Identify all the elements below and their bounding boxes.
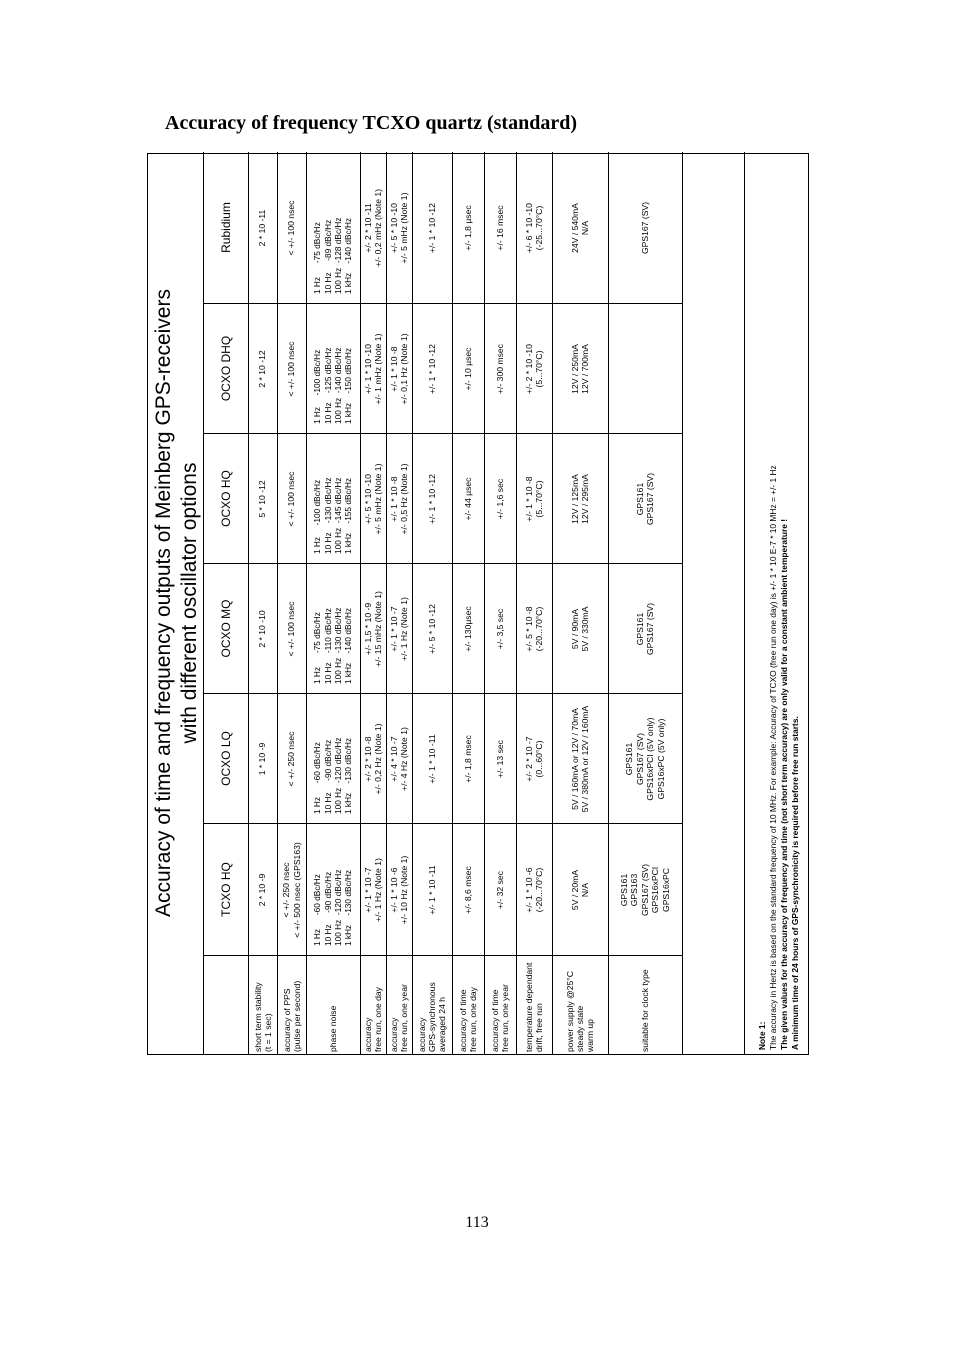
- table-cell: +/- 1 * 10 -7 +/- 1 Hz (Note 1): [362, 858, 383, 922]
- table-cell: 5V / 160mA or 12V / 70mA 5V / 380mA or 12V / 160mA: [569, 705, 590, 813]
- table-cell: +/- 1 * 10 -8 +/- 0,1 Hz (Note 1): [388, 333, 409, 405]
- table-cell: GPS161 GPS163 GPS167 (SV) GPS16xPCI GPS16xPC: [618, 863, 671, 917]
- table-cell: +/- 1 * 10 -12: [426, 344, 437, 394]
- table-cell: +/- 1 * 10 -8 (5...70°C): [523, 476, 544, 522]
- table-cell: +/- 3,5 sec: [494, 608, 505, 650]
- table-cell: 1 * 10 -9: [257, 742, 268, 776]
- table-cell: 5 * 10 -12: [257, 480, 268, 518]
- table-title: [148, 152, 204, 1054]
- row-divider: [552, 152, 553, 1054]
- note-divider: [744, 152, 745, 1054]
- table-cell: +/- 16 msec: [494, 205, 505, 251]
- note-line-3: A minimum time of 24 hours of GPS-synchronicity is required before free run starts.: [790, 716, 800, 1050]
- note-title: Note 1:: [757, 1021, 767, 1050]
- row-divider: [484, 152, 485, 1054]
- table-cell: +/- 5 * 10 -10 +/- 5 mHz (Note 1): [362, 463, 383, 535]
- table-cell: 1 Hz -60 dBc/Hz 10 Hz -90 dBc/Hz 100 Hz -120 dBc/Hz 1 kHz -130 dBc/Hz: [312, 869, 354, 946]
- table-cell: 2 * 10 -10: [257, 610, 268, 648]
- table-cell: +/- 1 * 10 -6 +/- 10 Hz (Note 1): [388, 855, 409, 925]
- row-label: short term stability (t = 1 sec): [252, 982, 273, 1052]
- table-cell: 1 Hz -100 dBc/Hz 10 Hz -130 dBc/Hz 100 Hz -145 dBc/Hz 1 kHz -155 dBc/Hz: [312, 477, 354, 554]
- table-title-line-1: Accuracy of time and frequency outputs of Meinberg GPS-receivers: [152, 289, 175, 917]
- row-label: suitable for clock type: [640, 969, 650, 1052]
- row-divider: [412, 152, 413, 1054]
- note-line-2: The given values for the accuracy of frequency and time (not short term accuracy) are only valid for a constant ambient temperature !: [779, 518, 789, 1050]
- table-cell: < +/- 250 nsec < +/- 500 nsec (GPS163): [281, 842, 302, 938]
- row-label: power supply @25°C steady state warm up: [565, 971, 595, 1052]
- table-cell: +/- 5 * 10 -10 +/- 5 mHz (Note 1): [388, 192, 409, 264]
- row-divider: [516, 152, 517, 1054]
- table-cell: GPS167 (SV): [639, 201, 650, 255]
- row-divider: [360, 152, 361, 1054]
- table-cell: 24V / 540mA N/A: [569, 203, 590, 253]
- column-divider: [204, 693, 682, 694]
- row-divider: [682, 152, 683, 1054]
- table-cell: < +/- 250 nsec: [286, 731, 297, 787]
- table-cell: GPS161 GPS167 (SV) GPS16xPCI (5V only) GPS16xPC (5V only): [624, 717, 666, 801]
- table-cell: 1 Hz -75 dBc/Hz 10 Hz -110 dBc/Hz 100 Hz -130 dBc/Hz 1 kHz -140 dBc/Hz: [312, 607, 354, 684]
- table-cell: +/- 1 * 10 -7 +/- 1 Hz (Note 1): [388, 597, 409, 661]
- table-cell: +/- 130µsec: [462, 606, 473, 652]
- column-divider: [204, 563, 682, 564]
- column-divider: [204, 433, 682, 434]
- row-label: accuracy of time free run, one day: [458, 987, 478, 1052]
- table-cell: +/- 300 msec: [494, 344, 505, 394]
- table-cell: +/- 2 * 10 -10 (5...70°C): [523, 344, 544, 394]
- table-cell: +/- 1 * 10 -11: [426, 865, 437, 915]
- row-label: accuracy of time free run, one year: [490, 984, 510, 1052]
- page-number: 113: [465, 1214, 489, 1231]
- table-cell: 12V / 125mA 12V / 295mA: [569, 474, 590, 524]
- column-header-tcxo-hq: TCXO HQ: [204, 824, 248, 956]
- table-title-line-2: with different oscillator options: [178, 462, 201, 744]
- row-label: temperature dependant drift, free run: [524, 962, 544, 1052]
- row-divider: [306, 152, 307, 1054]
- table-cell: 2 * 10 -11: [257, 209, 268, 247]
- row-label: accuracy of PPS (pulse per second): [281, 980, 302, 1052]
- table-cell: +/- 4 * 10 -7 +/- 4 Hz (Note 1): [388, 727, 409, 791]
- table-cell: +/- 1 * 10 -12: [426, 203, 437, 253]
- row-label: accuracy GPS-synchronous averaged 24 h: [417, 982, 447, 1052]
- table-cell: +/- 13 sec: [494, 740, 505, 778]
- table-cell: 1 Hz -60 dBc/Hz 10 Hz -90 dBc/Hz 100 Hz -120 dBc/Hz 1 kHz -130 dBc/Hz: [312, 737, 354, 814]
- table-cell: < +/- 100 nsec: [286, 471, 297, 527]
- table-cell: +/- 1,6 sec: [494, 478, 505, 520]
- table-cell: +/- 1 * 10 -11: [426, 734, 437, 784]
- table-cell: +/- 6 * 10 -10 (-25...70°C): [523, 203, 544, 253]
- table-cell: < +/- 100 nsec: [286, 601, 297, 657]
- table-cell: +/- 1 * 10 -10 +/- 1 mHz (Note 1): [362, 333, 383, 405]
- table-cell: +/- 10 µsec: [462, 347, 473, 391]
- note-line-1: The accuracy in Hertz is based on the standard frequency of 10 MHz. For example: Accuracy of TCXO (free run one day) is +/- 1 * 10 E-7 * 10 MHz = +/- 1 Hz: [768, 465, 778, 1050]
- row-divider: [386, 152, 387, 1054]
- column-header-row: [204, 152, 249, 1054]
- table-cell: +/- 32 sec: [494, 871, 505, 909]
- table-cell: 5V / 90mA 5V / 330mA: [569, 606, 590, 652]
- table-cell: 2 * 10 -9: [257, 873, 268, 907]
- column-header-ocxo-mq: OCXO MQ: [204, 564, 248, 694]
- row-label: accuracy free run, one day: [363, 987, 383, 1052]
- column-divider: [204, 823, 682, 824]
- table-cell: 2 * 10 -12: [257, 350, 268, 388]
- table-cell: < +/- 100 nsec: [286, 341, 297, 397]
- oscillator-accuracy-table: [147, 153, 809, 1055]
- table-cell: +/- 1,8 msec: [462, 735, 473, 783]
- column-header-ocxo-hq: OCXO HQ: [204, 434, 248, 564]
- table-cell: +/- 1,5 * 10 -9 +/- 15 mHz (Note 1): [362, 591, 383, 667]
- row-divider: [452, 152, 453, 1054]
- table-cell: 12V / 250mA 12V / 700mA: [569, 344, 590, 394]
- row-divider: [608, 152, 609, 1054]
- row-divider: [277, 152, 278, 1054]
- table-cell: +/- 2 * 10 -8 +/- 0,2 Hz (Note 1): [362, 723, 383, 795]
- table-cell: +/- 8,6 msec: [462, 866, 473, 914]
- table-cell: 1 Hz -75 dBc/Hz 10 Hz -89 dBc/Hz 100 Hz -128 dBc/Hz 1 kHz -140 dBc/Hz: [312, 217, 354, 294]
- page-heading: Accuracy of frequency TCXO quartz (standard): [165, 112, 578, 134]
- table-cell: GPS161 GPS167 (SV): [634, 472, 655, 526]
- row-divider: [248, 152, 249, 1054]
- column-divider: [204, 303, 682, 304]
- table-cell: +/- 5 * 10 -8 (-20...70°C): [523, 606, 544, 652]
- row-label: accuracy free run, one year: [389, 984, 409, 1052]
- table-cell: +/- 5 * 10 -12: [426, 604, 437, 654]
- table-cell: +/- 1 * 10 -12: [426, 474, 437, 524]
- table-cell: +/- 1,8 µsec: [462, 205, 473, 251]
- column-header-ocxo-dhq: OCXO DHQ: [204, 304, 248, 434]
- table-cell: GPS161 GPS167 (SV): [634, 602, 655, 656]
- table-cell: 1 Hz -100 dBc/Hz 10 Hz -125 dBc/Hz 100 Hz -140 dBc/Hz 1 kHz -150 dBc/Hz: [312, 347, 354, 424]
- table-cell: +/- 1 * 10 -8 +/- 0,5 Hz (Note 1): [388, 463, 409, 535]
- column-divider: [204, 955, 682, 956]
- table-cell: +/- 2 * 10 -7 (0...60°C): [523, 736, 544, 782]
- table-cell: +/- 1 * 10 -6 (-20...70°C): [523, 867, 544, 913]
- table-cell: +/- 44 µsec: [462, 477, 473, 521]
- table-cell: +/- 2 * 10 -11 +/- 0,2 mHz (Note 1): [362, 188, 383, 268]
- column-header-ocxo-lq: OCXO LQ: [204, 694, 248, 824]
- table-cell: < +/- 100 nsec: [286, 200, 297, 256]
- column-header-rubidium: Rubidium: [204, 152, 248, 304]
- row-label: phase noise: [328, 1005, 338, 1052]
- table-cell: 5V / 20mA N/A: [569, 869, 590, 911]
